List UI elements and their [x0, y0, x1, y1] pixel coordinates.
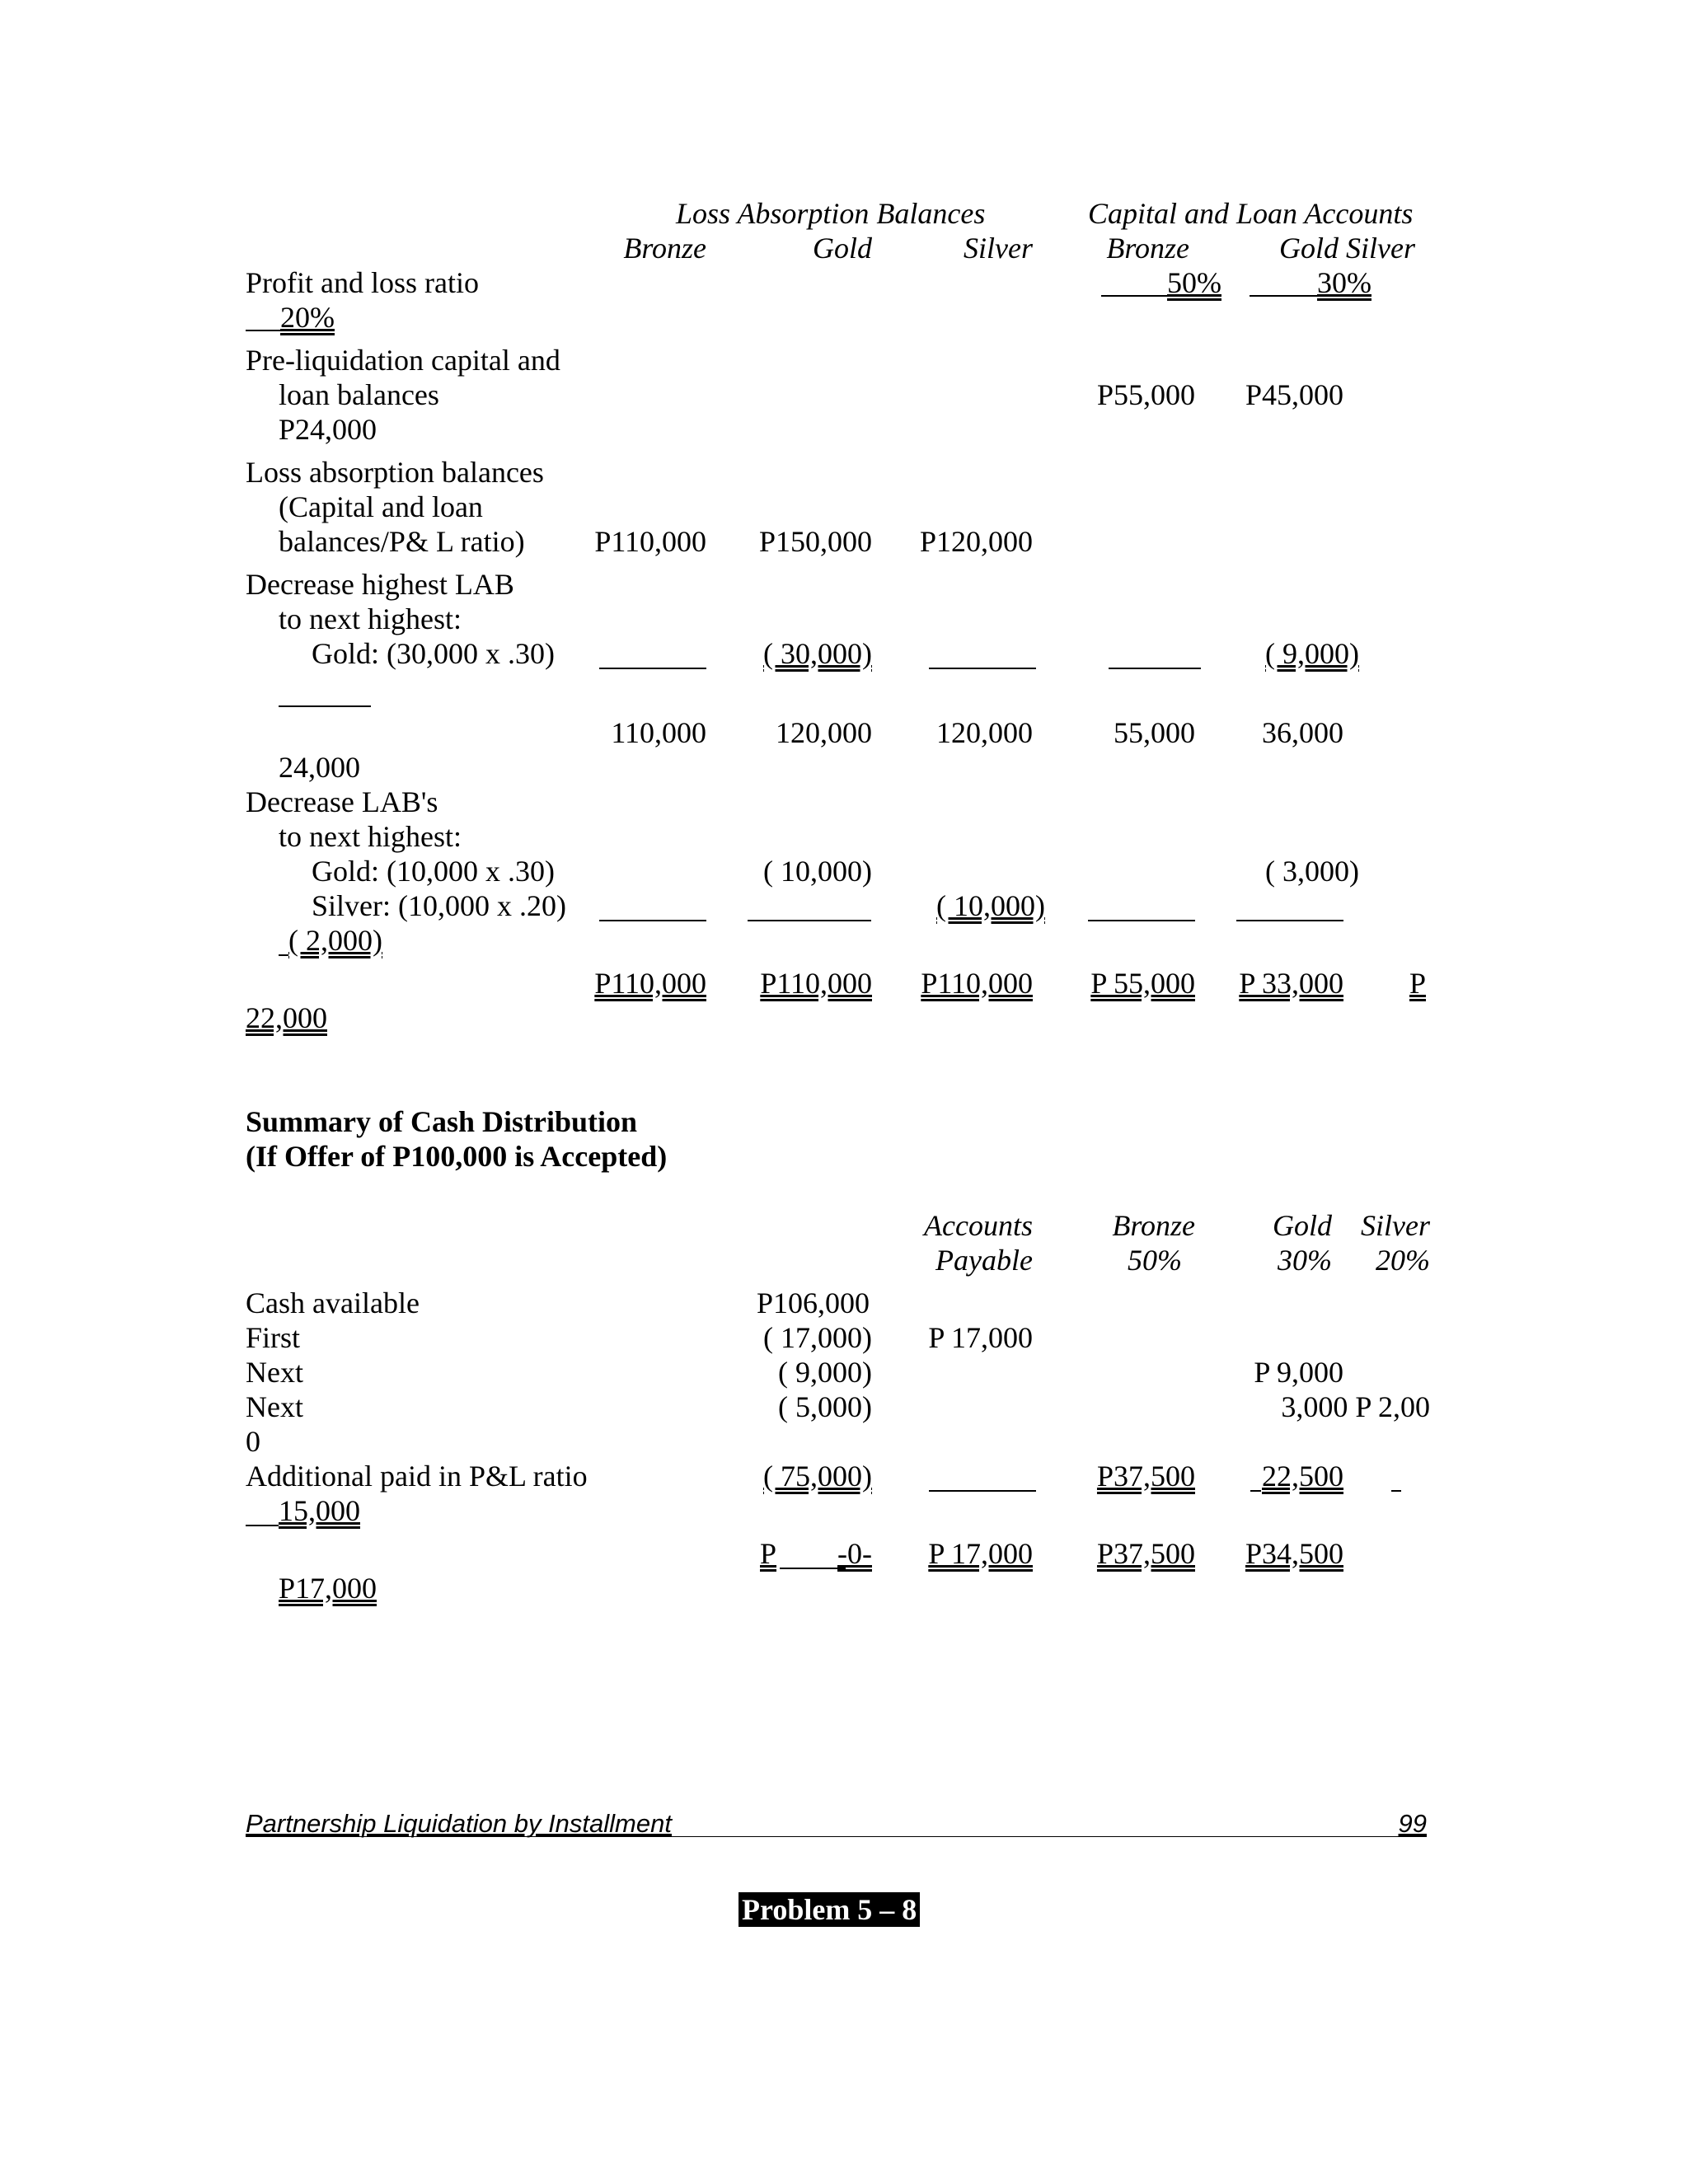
lab-gold-header: Gold — [813, 232, 872, 265]
next-problem-heading: Problem 5 – 8 — [738, 1892, 920, 1927]
tot-cash-rule — [780, 1568, 846, 1569]
lab-bronze-header: Bronze — [623, 232, 706, 265]
tot-cap-gold: P 33,000 — [1239, 967, 1343, 1000]
decrease1-label-2: to next highest: — [279, 602, 462, 635]
hdr-gold-1: Gold — [1273, 1209, 1332, 1242]
summary-subtitle: (If Offer of P100,000 is Accepted) — [246, 1140, 668, 1173]
tot-cap-bronze: P 55,000 — [1090, 967, 1195, 1000]
capital-group-header: Capital and Loan Accounts — [1088, 197, 1414, 230]
sub-cap-bronze: 55,000 — [1114, 716, 1195, 749]
dec2-cap-silver: ( 2,000) — [288, 924, 382, 957]
lab-bronze: P110,000 — [594, 525, 706, 558]
tot-gold: P34,500 — [1245, 1537, 1343, 1570]
tot-bronze: P37,500 — [1096, 1537, 1195, 1570]
hdr-gold-2: 30% — [1278, 1244, 1332, 1277]
tot-lab-bronze: P110,000 — [594, 967, 706, 1000]
footer-title: Partnership Liquidation by Installment — [246, 1809, 672, 1838]
dec1-silver-rule — [929, 668, 1036, 669]
dec2-gold-rule — [748, 920, 871, 921]
next2-label: Next — [246, 1390, 303, 1423]
pl-gold: 30% — [1317, 266, 1372, 299]
decrease2-label-3: Gold: (10,000 x .30) — [312, 855, 555, 888]
decrease2-label-1: Decrease LAB's — [246, 785, 438, 818]
lab-silver-header: Silver — [964, 232, 1033, 265]
dec2-bronze-rule — [599, 920, 706, 921]
additional-amount: ( 75,000) — [763, 1460, 872, 1493]
first-label: First — [246, 1321, 301, 1354]
additional-silver: 15,000 — [279, 1494, 360, 1527]
additional-label: Additional paid in P&L ratio — [246, 1460, 588, 1493]
page-number: 99 — [1398, 1809, 1427, 1838]
dec2-cap-bronze-rule — [1088, 920, 1195, 921]
dec1-bronze-rule — [599, 668, 706, 669]
dec2-lab-silver: ( 10,000) — [936, 889, 1045, 922]
decrease1-label-3: Gold: (30,000 x .30) — [312, 637, 555, 670]
dec2-lab-gold: ( 10,000) — [763, 855, 872, 888]
preliq-label-1: Pre-liquidation capital and — [246, 344, 560, 377]
sub-lab-gold: 120,000 — [776, 716, 872, 749]
hdr-ap-2: Payable — [935, 1244, 1033, 1277]
summary-title: Summary of Cash Distribution — [246, 1105, 638, 1138]
tot-lab-gold: P110,000 — [760, 967, 872, 1000]
preliq-label-2: loan balances — [279, 378, 439, 411]
tot-cash-zero: -0- — [837, 1537, 872, 1570]
additional-gold-rule — [1250, 1490, 1261, 1492]
next1-gold: P 9,000 — [1254, 1356, 1343, 1389]
hdr-silver-2: 20% — [1376, 1244, 1430, 1277]
tot-p-mark: P — [1409, 967, 1427, 1000]
lab-silver: P120,000 — [919, 525, 1033, 558]
dec2-silver-rule — [279, 954, 288, 956]
hdr-bronze-1: Bronze — [1112, 1209, 1195, 1242]
additional-silver-rule — [1391, 1490, 1401, 1492]
additional-ap-rule — [929, 1490, 1036, 1492]
pl-ratio-label: Profit and loss ratio — [246, 266, 479, 299]
lab-label-1: Loss absorption balances — [246, 456, 544, 489]
tot-ap: P 17,000 — [928, 1537, 1033, 1570]
decrease2-label-4: Silver: (10,000 x .20) — [312, 889, 566, 922]
additional-wrap-rule — [246, 1525, 279, 1526]
lab-gold: P150,000 — [758, 525, 872, 558]
dec2-cap-gold-rule — [1236, 920, 1343, 921]
pl-bronze: 50% — [1167, 266, 1221, 299]
pl-silver-rule — [246, 330, 280, 331]
cash-available-amount: P106,000 — [757, 1286, 870, 1319]
lab-label-2: (Capital and loan — [279, 490, 483, 523]
tot-cap-silver: 22,000 — [246, 1001, 327, 1034]
preliq-silver: P24,000 — [279, 413, 377, 446]
next1-amount: ( 9,000) — [778, 1356, 872, 1389]
tot-silver: P17,000 — [279, 1572, 377, 1605]
sub-cap-gold: 36,000 — [1262, 716, 1343, 749]
tot-cash-p: P — [760, 1537, 777, 1570]
next2-amount: ( 5,000) — [778, 1390, 872, 1423]
next1-label: Next — [246, 1356, 303, 1389]
additional-gold: 22,500 — [1262, 1460, 1343, 1493]
hdr-silver-1: Silver — [1361, 1209, 1430, 1242]
dec1-cap-bronze-rule — [1109, 668, 1201, 669]
next2-wrap: 0 — [246, 1425, 260, 1458]
hdr-bronze-2: 50% — [1128, 1244, 1182, 1277]
sub-lab-silver: 120,000 — [936, 716, 1033, 749]
sub-lab-bronze: 110,000 — [611, 716, 706, 749]
dec2-cap-gold: ( 3,000) — [1265, 855, 1359, 888]
tot-lab-silver: P110,000 — [921, 967, 1033, 1000]
first-amount: ( 17,000) — [763, 1321, 872, 1354]
decrease2-label-2: to next highest: — [279, 820, 462, 853]
additional-bronze: P37,500 — [1096, 1460, 1195, 1493]
cap-bronze-header: Bronze — [1106, 232, 1189, 265]
dec1-cap-gold: ( 9,000) — [1265, 637, 1359, 670]
preliq-bronze: P55,000 — [1096, 378, 1195, 411]
decrease1-label-1: Decrease highest LAB — [246, 568, 514, 601]
dec1-wrap-rule — [279, 705, 371, 707]
cash-available-label: Cash available — [246, 1286, 420, 1319]
cap-gold-silver-header: Gold Silver — [1279, 232, 1415, 265]
next2-gold-silver: 3,000 P 2,00 — [1281, 1390, 1430, 1423]
sub-cap-silver: 24,000 — [279, 751, 360, 784]
dec1-lab-gold: ( 30,000) — [763, 637, 872, 670]
footer-rule — [246, 1836, 1427, 1837]
hdr-ap-1: Accounts — [924, 1209, 1033, 1242]
pl-silver: 20% — [280, 301, 335, 334]
first-ap: P 17,000 — [928, 1321, 1033, 1354]
preliq-gold: P45,000 — [1245, 378, 1343, 411]
lab-group-header: Loss Absorption Balances — [676, 197, 986, 230]
lab-label-3: balances/P& L ratio) — [279, 525, 525, 558]
